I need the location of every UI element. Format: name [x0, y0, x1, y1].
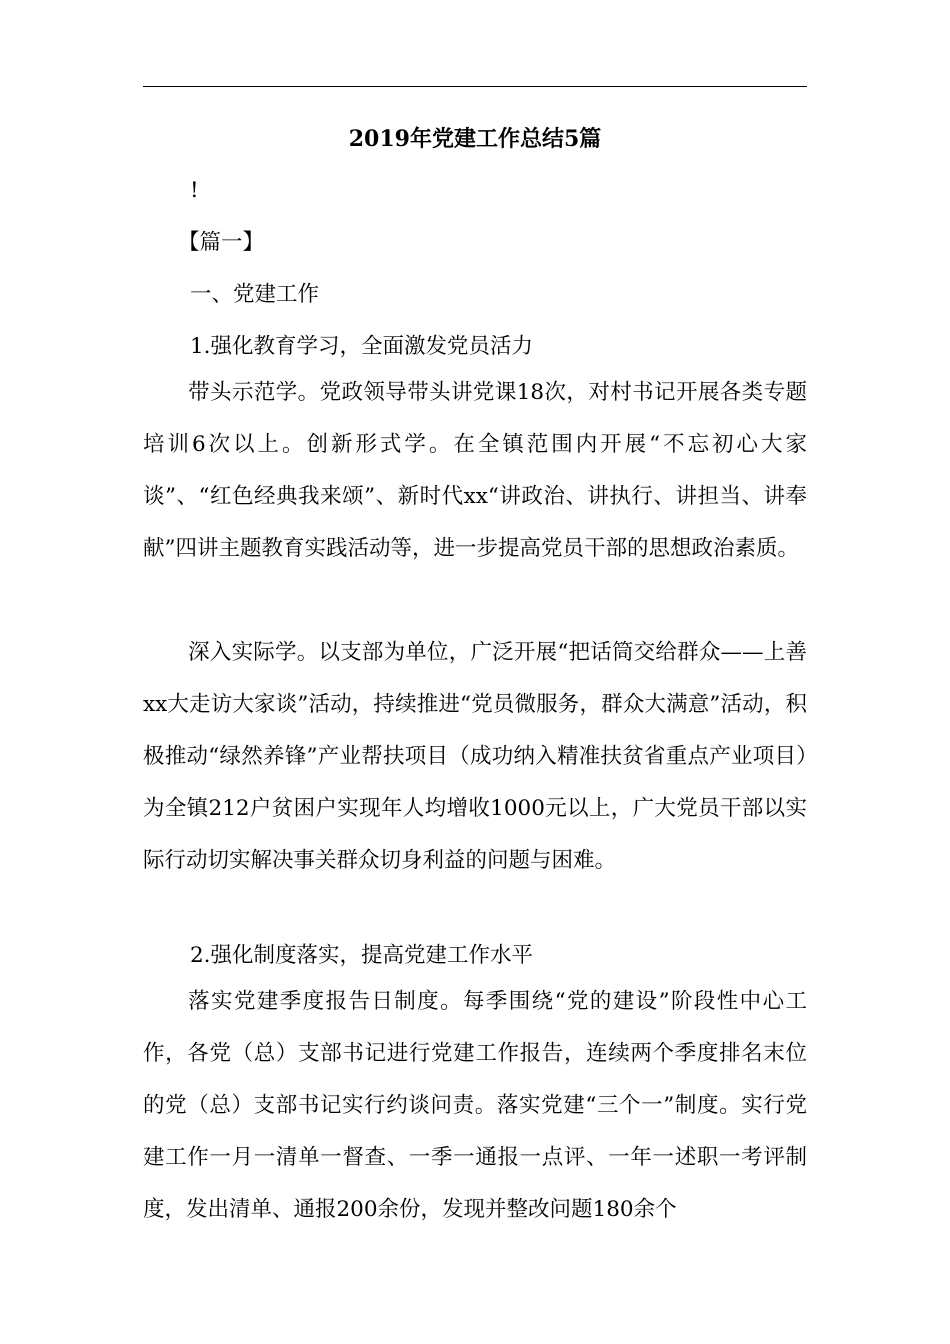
paragraph-demonstration-learning: 带头示范学。党政领导带头讲党课18次，对村书记开展各类专题培训6次以上。创新形式学。在全镇范围内开展“不忘初心大家谈”、“红色经典我来颂”、新时代xx“讲政治、讲执行、讲担当、讲奉献”四讲主题教育实践活动等，进一步提高党员干部的思想政治素质。	[143, 380, 807, 561]
subheading-education: 1.强化教育学习，全面激发党员活力	[190, 334, 534, 359]
exclamation-mark: !	[190, 178, 199, 203]
section-label: 【篇一】	[178, 230, 265, 255]
subheading-system-implementation: 2.强化制度落实，提高党建工作水平	[190, 943, 534, 968]
paragraph-quarterly-report: 落实党建季度报告日制度。每季围绕“党的建设”阶段性中心工作，各党（总）支部书记进行党建工作报告，连续两个季度排名末位的党（总）支部书记实行约谈问责。落实党建“三个一”制度。实行党建工作一月一清单一督查、一季一通报一点评、一年一述职一考评制度，发出清单、通报200余份，发现并整改问题180余个	[143, 989, 807, 1222]
heading-party-building: 一、党建工作	[190, 282, 320, 307]
header-rule	[143, 86, 807, 87]
document-title: 2019年党建工作总结5篇	[348, 126, 602, 152]
paragraph-practical-learning: 深入实际学。以支部为单位，广泛开展“把话筒交给群众——上善xx大走访大家谈”活动，持续推进“党员微服务，群众大满意”活动，积极推动“绿然养锋”产业帮扶项目（成功纳入精准扶贫省重点产业项目）为全镇212户贫困户实现年人均增收1000元以上，广大党员干部以实际行动切实解决事关群众切身利益的问题与困难。	[143, 640, 807, 873]
